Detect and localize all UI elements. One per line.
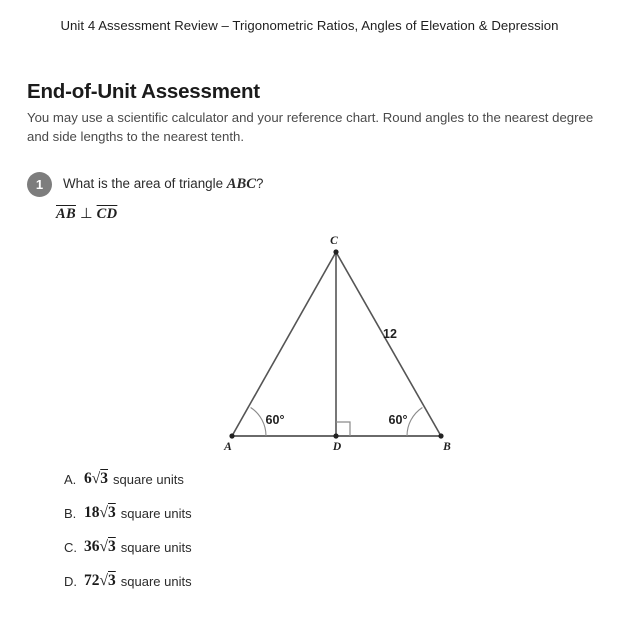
answer-choices-list (64, 462, 484, 598)
side-ac (232, 252, 336, 436)
answer-choice-d-radicand: 3 (108, 572, 116, 589)
answer-choice-a-units: square units (113, 471, 184, 487)
question-prompt-prefix: What is the area of triangle (63, 176, 227, 191)
question-prompt-suffix: ? (255, 176, 264, 191)
radical-icon: √ (99, 504, 109, 521)
answer-choice-b-letter: B. (64, 505, 77, 521)
radical-icon: √ (91, 470, 101, 487)
answer-choice-c-radicand: 3 (108, 538, 116, 555)
angle-arc-b (407, 408, 422, 437)
perpendicular-icon: ⊥ (79, 206, 93, 222)
answer-choice-b-units: square units (120, 505, 192, 521)
vertex-label-b: B (443, 441, 451, 453)
answer-choice-c-coefficient: 36 (84, 538, 100, 555)
question-prompt-subject: ABC (226, 176, 256, 192)
page-header-title: Unit 4 Assessment Review – Trigonometric Ratios, Angles of Elevation & Depression (60, 18, 559, 33)
answer-choice-d-value (84, 572, 117, 590)
triangle-diagram (190, 228, 490, 453)
vertex-dot-b (438, 433, 443, 438)
answer-choice-c-letter: C. (64, 539, 77, 555)
vertex-label-a: A (224, 441, 232, 453)
answer-choice-b[interactable] (64, 496, 484, 530)
vertex-dot-a (229, 433, 234, 438)
angle-label-b: 60° (388, 413, 408, 427)
answer-choice-d-units: square units (120, 573, 192, 589)
vertex-dot-c (333, 249, 338, 254)
answer-choice-b-value (84, 504, 117, 522)
answer-choice-d-coefficient: 72 (84, 572, 100, 589)
question-1 (27, 172, 587, 223)
question-number-badge: 1 (27, 172, 52, 197)
answer-choice-a-radicand: 3 (100, 470, 109, 487)
angle-label-a: 60° (265, 413, 285, 427)
answer-choice-b-coefficient: 18 (84, 504, 100, 521)
answer-choice-a-letter: A. (64, 471, 77, 487)
answer-choice-a[interactable] (64, 462, 484, 496)
assessment-instructions: You may use a scientific calculator and your reference chart. Round angles to the nearest degree and side lengths to the nearest tenth. (27, 110, 594, 144)
answer-choice-c[interactable] (64, 530, 484, 564)
radical-icon: √ (99, 572, 109, 589)
vertex-label-c: C (330, 235, 338, 247)
right-angle-icon (336, 422, 350, 436)
side-length-label: 12 (383, 327, 397, 341)
question-prompt (63, 172, 263, 193)
answer-choice-c-value (84, 538, 117, 556)
question-header-row (27, 172, 587, 197)
answer-choice-c-units: square units (120, 539, 192, 555)
answer-choice-a-coefficient: 6 (84, 470, 92, 487)
side-cb (336, 252, 441, 436)
answer-choice-a-value (84, 470, 109, 488)
segment-ab-label: $\overline{AB}$ (56, 206, 76, 222)
radical-icon: √ (99, 538, 109, 555)
answer-choice-b-radicand: 3 (108, 504, 116, 521)
answer-choice-d-letter: D. (64, 573, 77, 589)
given-condition (56, 206, 587, 223)
vertex-dot-d (333, 433, 338, 438)
page-title: End-of-Unit Assessment (27, 80, 260, 103)
segment-cd-label: $\overline{CD}$ (96, 206, 118, 222)
vertex-label-d: D (332, 441, 342, 453)
angle-arc-a (251, 408, 266, 437)
answer-choice-d[interactable] (64, 564, 484, 598)
